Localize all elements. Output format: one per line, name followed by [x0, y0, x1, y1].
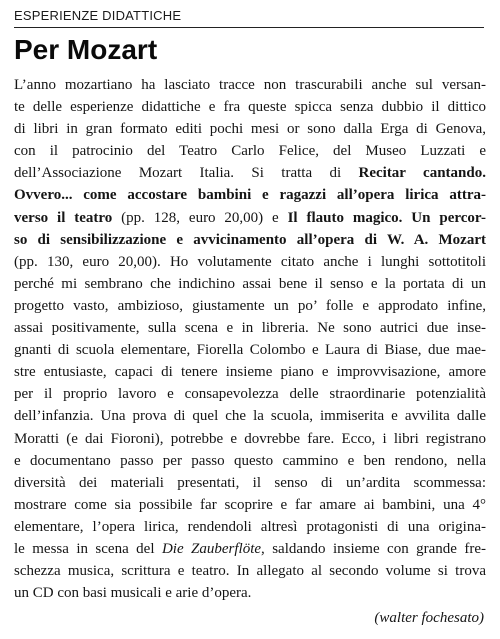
body-line	[14, 339, 486, 361]
body-line	[14, 582, 486, 604]
bold-text: Il flauto magico. Un percor-	[287, 209, 486, 226]
body-line	[14, 96, 486, 118]
article-title: Per Mozart	[14, 34, 158, 65]
text-run: progetto vasto, ambizioso, giustamente un po’ folle e approdato infine,	[14, 297, 486, 314]
bold-text: so di sensibilizzazione e avvicinamento all’opera di W. A. Mozart	[14, 231, 486, 248]
text-run: Moratti (e dai Fioroni), potrebbe e dovrebbe fare. Ecco, i libri registrano	[14, 430, 486, 447]
body-line	[14, 405, 486, 427]
text-run: L’anno mozartiano ha lasciato tracce non trascurabili anche sul versan-	[14, 77, 486, 93]
section-label: ESPERIENZE DIDATTICHE	[14, 8, 182, 23]
article-body	[14, 74, 486, 604]
body-line	[14, 229, 486, 251]
body-line	[14, 295, 486, 317]
text-run: diversità dei materiali presentati, il senso di un’ardita scommessa:	[14, 474, 486, 491]
body-line	[14, 184, 486, 206]
text-run: perché mi sembrano che indichino assai bene il senso e la portata di un	[14, 275, 486, 292]
text-run: mostrare come sia possibile far scoprire e far amare ai bambini, una 4°	[14, 496, 486, 513]
text-run: schezza musica, scrittura e teatro. In allegato al secondo volume si trova	[14, 563, 486, 580]
text-run: assai positivamente, sulla scena e in libreria. Ne sono autrici due inse-	[14, 320, 486, 337]
article-byline: (walter fochesato)	[374, 610, 484, 626]
body-line	[14, 207, 486, 229]
text-run: per il proprio lavoro e consapevolezza delle straordinarie potenzialità	[14, 386, 486, 403]
text-run: e documentano passo per passo questo cammino e ben rendono, nella	[14, 452, 486, 469]
body-line	[14, 251, 486, 273]
text-run: un CD con basi musicali e arie d’opera.	[14, 585, 252, 602]
body-line	[14, 472, 486, 494]
text-run: dell’infanzia. Una prova di quel che la scuola, immiserita e avvilita dalle	[14, 408, 486, 425]
text-run: le messa in scena del	[14, 540, 162, 557]
section-divider	[14, 27, 484, 28]
body-line	[14, 273, 486, 295]
body-line	[14, 516, 486, 538]
text-run: , saldando insieme con grande fre-	[261, 540, 487, 557]
bold-text: Ovvero... come accostare bambini e ragazzi all’opera lirica attra-	[14, 187, 486, 204]
text-run: con il patrocinio del Teatro Carlo Felice, del Museo Luzzati e	[14, 143, 486, 160]
italic-text: Die Zauberflöte	[161, 540, 262, 557]
body-line	[14, 317, 486, 339]
bold-text: Recitar cantando.	[358, 165, 486, 182]
bold-text: verso il teatro	[14, 209, 113, 226]
body-line	[14, 140, 486, 162]
text-run: di libri in gran formato editi pochi mesi or sono dalla Erga di Genova,	[14, 121, 486, 138]
body-line	[14, 494, 486, 516]
text-run: dell’Associazione Mozart Italia. Si tratta di	[14, 165, 359, 182]
text-run: (pp. 130, euro 20,00). Ho volutamente citato anche i lunghi sottotitoli	[14, 253, 486, 270]
body-line	[14, 162, 486, 184]
body-line	[14, 560, 486, 582]
text-run: stre entusiaste, capaci di tenere insieme piano e improvvisazione, amore	[14, 364, 486, 381]
body-line	[14, 538, 486, 560]
text-run: te delle esperienze didattiche e fra queste spicca senza dubbio il dittico	[14, 99, 486, 116]
body-line	[14, 361, 486, 383]
body-line	[14, 383, 486, 405]
body-line	[14, 428, 486, 450]
body-line	[14, 450, 486, 472]
body-line	[14, 74, 486, 96]
text-run: gnanti di scuola elementare, Fiorella Colombo e Laura di Biase, due mae-	[14, 342, 486, 359]
body-line	[14, 118, 486, 140]
text-run: (pp. 128, euro 20,00) e	[112, 209, 288, 226]
text-run: elementare, l’opera lirica, rendendoli altresì protagonisti di una origina-	[14, 518, 486, 535]
